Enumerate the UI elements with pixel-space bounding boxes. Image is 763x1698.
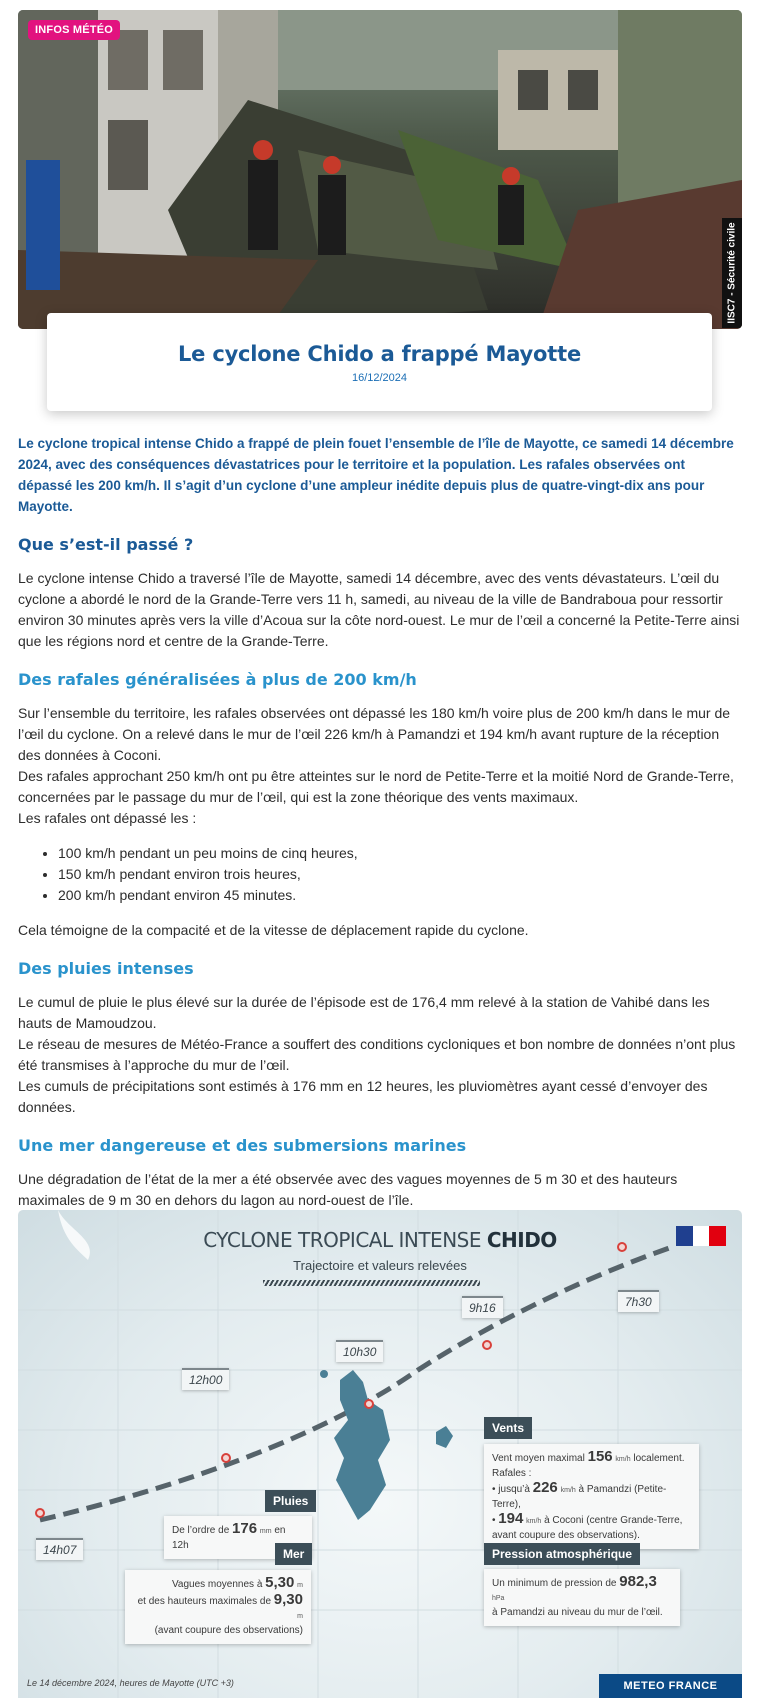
- list-item: • 100 km/h pendant un peu moins de cinq heures,: [58, 843, 742, 864]
- paragraph: Cela témoigne de la compacité et de la vitesse de déplacement rapide du cyclone.: [18, 922, 529, 938]
- meteo-france-logo: METEO FRANCE: [599, 1674, 742, 1698]
- time-label-7h30: 7h30: [618, 1290, 659, 1312]
- paragraph: Le réseau de mesures de Météo-France a souffert des conditions cycloniques et bon nombre de données n’ont plus été transmises à l’approche du mur de l’œil.: [18, 1036, 736, 1073]
- list-item: • 200 km/h pendant environ 45 minutes.: [58, 885, 742, 906]
- track-pin-14h07: [35, 1508, 45, 1518]
- hero-image: [18, 10, 742, 329]
- vents-line-5: avant coupure des observations).: [492, 1530, 640, 1541]
- title-card: [47, 313, 712, 411]
- mer-line-1: Vagues moyennes à 5,30 m: [171, 1574, 303, 1591]
- time-label-12h00: 12h00: [182, 1368, 229, 1390]
- time-label-14h07: 14h07: [36, 1538, 83, 1560]
- track-pin-7h30: [617, 1242, 627, 1252]
- vents-heading: Vents: [484, 1417, 532, 1439]
- publication-date: 16/12/2024: [351, 372, 408, 384]
- pression-line-2: à Pamandzi au niveau du mur de l’œil.: [492, 1607, 663, 1618]
- infographic-title: CYCLONE TROPICAL INTENSE CHIDO: [203, 1228, 557, 1252]
- track-pin-9h16: [482, 1340, 492, 1350]
- list-item: • 150 km/h pendant environ trois heures,: [58, 864, 742, 885]
- section-heading-what-happened: Que s’est-il passé ?: [18, 535, 194, 554]
- vents-line-1: Vent moyen maximal 156 km/h localement.: [492, 1448, 685, 1465]
- paragraph: Les cumuls de précipitations sont estimés à 176 mm en 12 heures, les pluviomètres ayant cessé d’envoyer des données.: [18, 1078, 708, 1115]
- gust-duration-list: [40, 843, 742, 906]
- pluies-box: De l’ordre de 176 mm en 12h: [164, 1516, 312, 1559]
- paragraph: Des rafales approchant 250 km/h ont pu être atteintes sur le nord de Petite-Terre et la moitié Nord de Grande-Terre, concernées par le passage du mur de l’œil, qui est la zone théorique des vents maximaux.: [18, 768, 734, 805]
- paragraph: Sur l’ensemble du territoire, les rafales observées ont dépassé les 180 km/h voire plus de 200 km/h dans le mur de l’œil du cyclone. On a relevé dans le mur de l’œil 226 km/h à Pamandzi et 194 km/h avant rupture de la réception des données à Coconi.: [18, 705, 731, 763]
- vents-line-2: Rafales :: [492, 1468, 532, 1479]
- time-label-9h16: 9h16: [462, 1296, 503, 1318]
- track-pin-12h00: [221, 1453, 231, 1463]
- paragraph: Les rafales ont dépassé les :: [18, 810, 197, 826]
- vents-line-4: • 194 km/h à Coconi (centre Grande-Terre,: [492, 1510, 683, 1527]
- page-title: Le cyclone Chido a frappé Mayotte: [177, 342, 581, 366]
- infographic-subtitle: Trajectoire et valeurs relevées: [293, 1258, 467, 1273]
- infos-meteo-badge[interactable]: INFOS MÉTÉO: [28, 20, 120, 40]
- mer-line-2: et des hauteurs maximales de 9,30 m: [137, 1591, 303, 1620]
- photo-credit-text: IISC7 - Sécurité civile: [726, 222, 738, 324]
- paragraph: Le cyclone intense Chido a traversé l’île de Mayotte, samedi 14 décembre, avec des vents dévastateurs. L’œil du cyclone a abordé le nord de la Grande-Terre vers 11 h, samedi, au niveau de la ville de Bandraboua pour ressortir environ 30 minutes après vers la ville d’Acoua sur la côte nord-ouest. Le mur de l’œil a concerné la Petite-Terre ainsi que les régions nord et centre de la Grande-Terre.: [18, 570, 740, 649]
- pluies-heading: Pluies: [265, 1490, 316, 1512]
- mer-line-3: (avant coupure des observations): [154, 1625, 303, 1636]
- hatch-decoration: [263, 1280, 480, 1286]
- pression-line-1: Un minimum de pression de 982,3 hPa: [492, 1573, 657, 1602]
- pression-heading: Pression atmosphérique: [484, 1543, 640, 1565]
- article-body: [18, 433, 742, 1211]
- section-heading-rain: Des pluies intenses: [18, 959, 194, 978]
- cyclone-infographic: [18, 1210, 742, 1698]
- track-pin-10h30: [364, 1399, 374, 1409]
- vents-line-3: • jusqu’à 226 km/h à Pamandzi (Petite-Terre),: [492, 1479, 667, 1510]
- time-label-10h30: 10h30: [336, 1340, 383, 1362]
- hero-photo-illustration: [18, 10, 742, 329]
- vents-box: [484, 1444, 699, 1549]
- paragraph: Le cumul de pluie le plus élevé sur la durée de l’épisode est de 176,4 mm relevé à la station de Vahibé dans les hauts de Mamoudzou.: [18, 994, 710, 1031]
- infographic-footnote: Le 14 décembre 2024, heures de Mayotte (UTC +3): [27, 1678, 234, 1688]
- photo-credit: [722, 218, 742, 328]
- article-lead: Le cyclone tropical intense Chido a frappé de plein fouet l’ensemble de l’île de Mayotte, ce samedi 14 décembre 2024, avec des conséquences dévastatrices pour le territoire et la population. Les rafales observées ont dépassé les 200 km/h. Il s’agit d’un cyclone d’une ampleur inédite depuis plus de quatre-vingt-dix ans pour Mayotte.: [18, 436, 734, 514]
- section-heading-sea: Une mer dangereuse et des submersions marines: [18, 1136, 467, 1155]
- section-heading-gusts: Des rafales généralisées à plus de 200 km/h: [18, 670, 417, 689]
- petite-terre-island: [436, 1426, 453, 1448]
- pression-box: [484, 1569, 680, 1626]
- mer-heading: Mer: [275, 1543, 312, 1565]
- mer-box: [125, 1570, 311, 1644]
- republique-francaise-flag-icon: [676, 1226, 726, 1246]
- paragraph: Une dégradation de l’état de la mer a été observée avec des vagues moyennes de 5 m 30 et des hauteurs maximales de 9 m 30 en dehors du lagon au nord-ouest de l’île.: [18, 1171, 678, 1208]
